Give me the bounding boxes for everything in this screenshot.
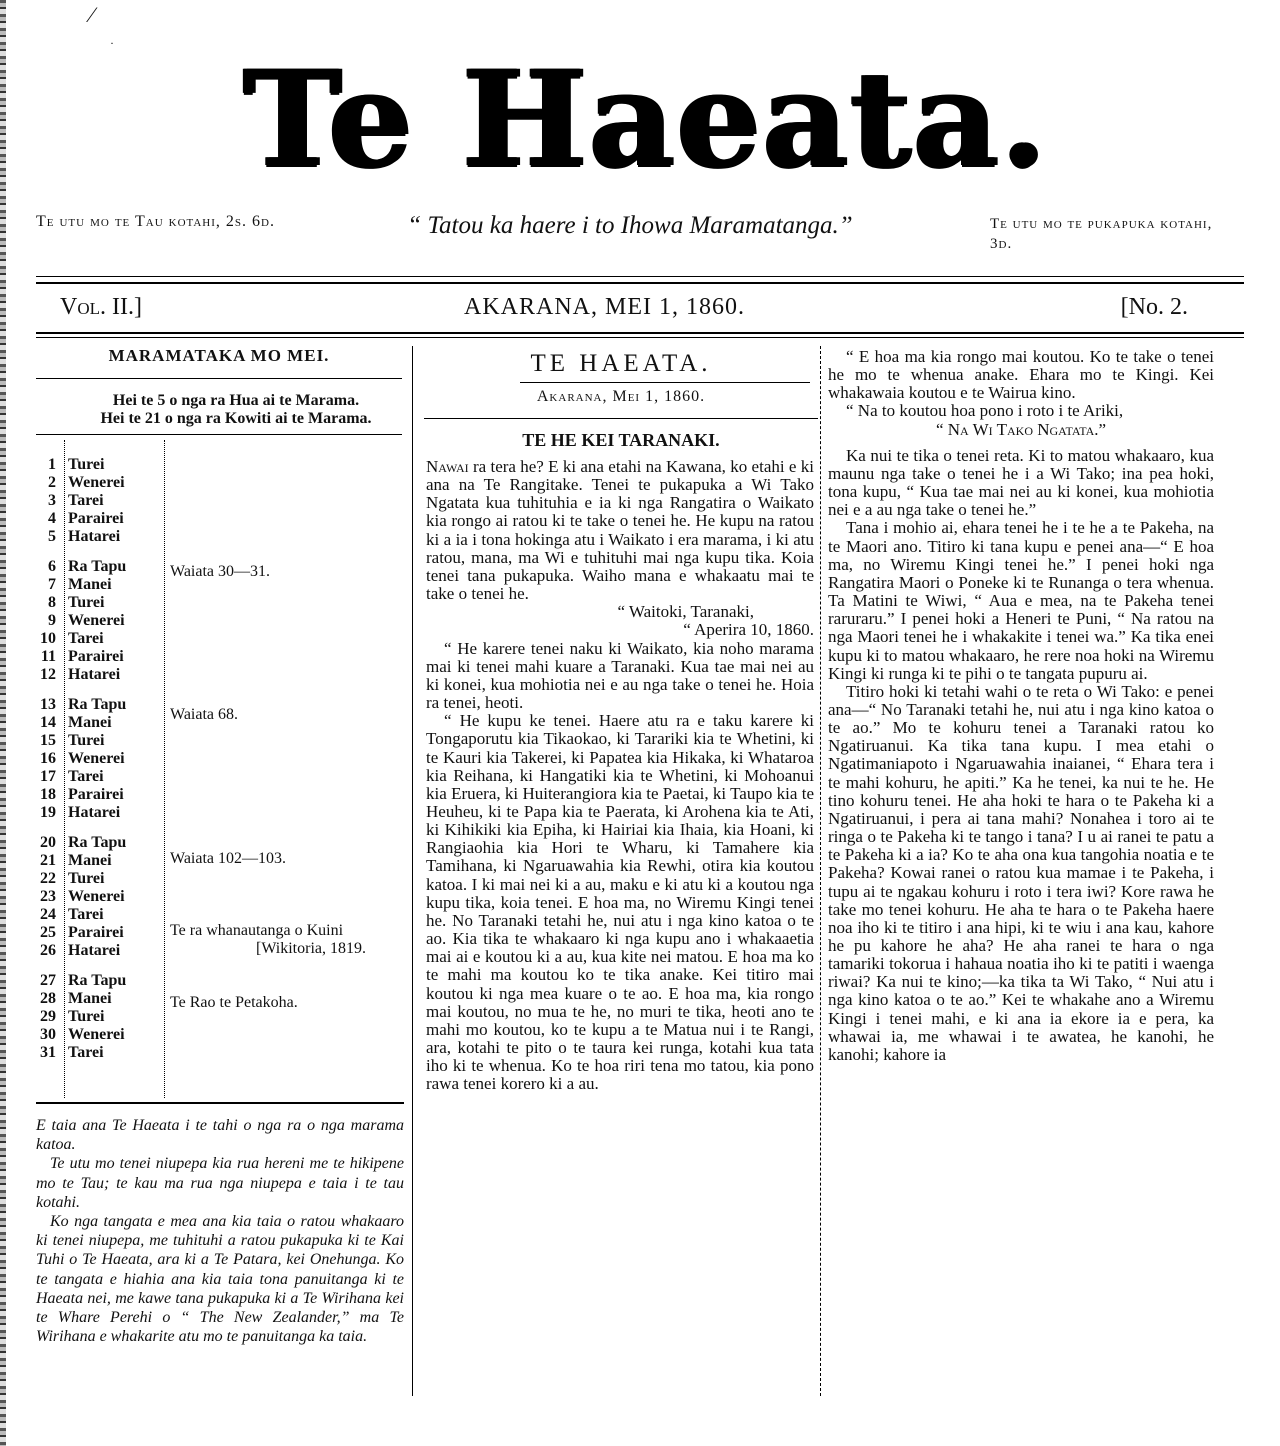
calendar-day-name: Tarei	[68, 492, 104, 509]
calendar-day-number: 22	[40, 870, 56, 887]
volume-number: Vol. II.]	[60, 294, 142, 320]
calendar-day-name: Tarei	[68, 630, 104, 647]
calendar-day-name: Parairei	[68, 648, 124, 665]
calendar-day-name: Ra Tapu	[68, 834, 127, 851]
calendar-day-name: Hatarei	[68, 942, 121, 959]
motto: “ Tatou ka haere i to Ihowa Maramatanga.”	[407, 212, 853, 239]
article-paragraph-1: ra tera he? E ki ana etahi na Kawana, ko etahi e ki ana na Te Rangitake. Tenei te pukapuka a Wi Tako Ngatata kua tuhituhia e ia ki nga Rangatira o Waikato kia rongo ai ratou ki te take o tenei he. He kupu na ratou ki a ia i tona hokinga atu i Waikato i era marama, i ki atu ratou, mana, ma Wi e tuhituhi mai nga kupu tika. Koia tenei tana pukapuka. Waiho mana e whakaatu mai te take o tenei he.	[426, 457, 814, 604]
calendar-note-24b: [Wikitoria, 1819.	[256, 940, 366, 957]
calendar-day-name: Manei	[68, 714, 112, 731]
calendar-day-number: 1	[48, 456, 56, 473]
notice-paragraph-2: Te utu mo tenei niupepa kia rua hereni me te hikipene mo te Tau; te kau ma rua nga niupepa e taia i te tau kotahi.	[36, 1155, 404, 1211]
calendar-day-number: 8	[48, 594, 56, 611]
issue-date: AKARANA, MEI 1, 1860.	[464, 294, 745, 320]
scan-edge	[0, 0, 6, 1446]
calendar-day-number: 24	[40, 906, 56, 923]
letter-address: “ Waitoki, Taranaki,	[617, 602, 754, 622]
calendar-day-number: 19	[40, 804, 56, 821]
calendar-day-name: Ra Tapu	[68, 558, 127, 575]
publication-notice	[36, 1116, 404, 1346]
calendar-day-name: Parairei	[68, 786, 124, 803]
calendar-day-number: 25	[40, 924, 56, 941]
calendar-day-number: 20	[40, 834, 56, 851]
calendar-day-name: Hatarei	[68, 804, 121, 821]
calendar-day-number: 16	[40, 750, 56, 767]
editorial-heading: TE HAEATA.	[530, 350, 712, 377]
calendar-note-20: Waiata 102—103.	[170, 850, 287, 867]
calendar-day-name: Hatarei	[68, 528, 121, 545]
calendar-day-number: 29	[40, 1008, 56, 1025]
calendar-day-name: Manei	[68, 852, 112, 869]
issue-number: [No. 2.	[1120, 294, 1188, 320]
article-title: TE HE KEI TARANAKI.	[522, 430, 720, 450]
calendar-day-name: Tarei	[68, 906, 104, 923]
editorial-date: Akarana, Mei 1, 1860.	[536, 388, 706, 405]
calendar-rule-b	[164, 440, 165, 1098]
top-rule	[36, 276, 1244, 277]
calendar-day-number: 23	[40, 888, 56, 905]
calendar-day-number: 13	[40, 696, 56, 713]
calendar-day-name: Wenerei	[68, 1026, 125, 1043]
calendar-day-number: 7	[48, 576, 56, 593]
calendar-day-number: 18	[40, 786, 56, 803]
calendar-day-number: 9	[48, 612, 56, 629]
calendar-day-number: 5	[48, 528, 56, 545]
calendar-day-number: 30	[40, 1026, 56, 1043]
col3-paragraph-2: “ Na to koutou hoa pono i roto i te Ariki,	[846, 401, 1124, 421]
calendar-rule-a	[64, 440, 65, 1098]
column-divider-2	[820, 346, 821, 1396]
calendar-day-number: 12	[40, 666, 56, 683]
calendar-day-name: Tarei	[68, 768, 104, 785]
notice-paragraph-3: Ko nga tangata e mea ana kia taia o ratou whakaaro ki tenei niupepa, me tuhituhi a ratou pukapuka ki te Kai Tuhi o Te Haeata, ara ki a Te Patara, kei Onehunga. Ko te tangata e hiahia ana kia taia tona panuitanga ki te Haeata nei, me kawe tana pukapuka ki a Te Wirihana kei te Whare Perehi o “ The New Zealander,” ma Te Wirihana e whakarite atu mo te panuitanga ka taia.	[36, 1213, 404, 1346]
calendar-day-number: 6	[48, 558, 56, 575]
top-rule-double	[36, 282, 1244, 284]
calendar-day-name: Parairei	[68, 924, 124, 941]
article-paragraph-2: “ He karere tenei naku ki Waikato, kia noho marama mai ki tenei mahi kuare a Taranaki. Kua tae mai nei au ki konei, kua mohiotia nei e au nga take o tenei he. Hoia ra tenei, heoti.	[426, 638, 814, 713]
calendar-day-name: Ra Tapu	[68, 972, 127, 989]
calendar-note-27: Te Rao te Petakoha.	[170, 994, 298, 1011]
calendar-note-24: Te ra whanautanga o Kuini	[170, 922, 344, 939]
calendar-bottom-rule	[36, 1102, 404, 1104]
col3-paragraph-4: Tana i mohio ai, ehara tenei he i te he a te Pakeha, na te Maori ano. Titiro ki tana kupu e penei ana—“ E hoa ma, no Wiremu Kingi tenei he.” I penei hoki nga Rangatira Maori o Poneke ki te Runanga o tera whenua. Ta Matini te Wiwi, “ Aua e mea, na te Pakeha tenei raruraru.” I penei hoki a Heneri te Puni, “ Na ratou na nga Maori tenei he i whakakite i tenei wa.” Ka tika enei kupu ki to matou whakaaro, he rere noa hoki na Wiremu Kingi ki runga ki te pihi o te tangata pupuru ai.	[828, 518, 1214, 683]
calendar-last-quarter: Hei te 21 o nga ra Kowiti ai te Marama.	[100, 410, 372, 427]
calendar-day-name: Ra Tapu	[68, 696, 127, 713]
calendar-day-name: Wenerei	[68, 474, 125, 491]
letter-signature: “ Na Wi Tako Ngatata.”	[935, 419, 1107, 439]
calendar-day-number: 2	[48, 474, 56, 491]
dateline	[36, 294, 1244, 326]
price-per-year: Te utu mo te Tau kotahi, 2s. 6d.	[36, 213, 275, 230]
calendar-day-number: 17	[40, 768, 56, 785]
calendar-full-moon: Hei te 5 o nga ra Hua ai te Marama.	[112, 392, 360, 409]
dateline-rule-thin	[36, 337, 1244, 338]
date-rule	[424, 418, 818, 419]
calendar-day-number: 21	[40, 852, 56, 869]
calendar-day-name: Wenerei	[68, 612, 125, 629]
calendar-day-number: 28	[40, 990, 56, 1007]
calendar-day-name: Wenerei	[68, 750, 125, 767]
calendar-day-number: 26	[40, 942, 56, 959]
column-divider-1	[412, 346, 413, 1396]
calendar-day-name: Hatarei	[68, 666, 121, 683]
col3-paragraph-1: “ E hoa ma kia rongo mai koutou. Ko te take o tenei he mo te whenua anake. Ehara mo te Kingi. Kei whakawaia koutou e te Wairua kino.	[828, 347, 1214, 403]
price-per-copy: Te utu mo te pukapuka kotahi, 3d.	[990, 216, 1213, 252]
calendar-day-number: 31	[40, 1044, 56, 1061]
calendar-day-number: 15	[40, 732, 56, 749]
letter-date: “ Aperira 10, 1860.	[683, 620, 814, 640]
lead-word: Nawai	[426, 457, 469, 476]
calendar-note-13: Waiata 68.	[170, 706, 239, 723]
calendar-day-number: 3	[48, 492, 56, 509]
heading-rule	[520, 382, 810, 383]
calendar-day-number: 11	[40, 648, 56, 665]
ink-speck: ·	[110, 36, 114, 50]
calendar-day-number: 27	[40, 972, 56, 989]
calendar-title: MARAMATAKA MO MEI.	[108, 346, 330, 365]
masthead-title: Te Haeata.	[242, 42, 1048, 197]
notice-paragraph-1: E taia ana Te Haeata i te tahi o nga ra o nga marama katoa.	[36, 1117, 404, 1154]
calendar-day-name: Wenerei	[68, 888, 125, 905]
calendar-day-name: Turei	[68, 594, 105, 611]
calendar-table-rule	[36, 434, 402, 435]
article-body	[426, 458, 814, 1093]
calendar-day-number: 10	[40, 630, 56, 647]
calendar-subtitle	[36, 392, 436, 428]
article-continued	[828, 348, 1214, 1064]
ink-mark: ⁄	[90, 2, 94, 27]
calendar-day-name: Manei	[68, 576, 112, 593]
calendar-day-name: Manei	[68, 990, 112, 1007]
calendar-day-name: Turei	[68, 870, 105, 887]
calendar-day-name: Turei	[68, 732, 105, 749]
calendar-day-number: 4	[48, 510, 56, 527]
calendar-title-rule	[36, 378, 402, 379]
calendar-day-name: Turei	[68, 456, 105, 473]
calendar-day-name: Turei	[68, 1008, 105, 1025]
article-paragraph-3: “ He kupu ke tenei. Haere atu ra e taku karere ki Tongaporutu kia Tikaokao, ki Tarariki kia te Whetini, ki te Kauri kia Takerei, ki Papatea kia Hikaka, ki Whataroa kia Reihana, ki Hangatiki kia te Whetini, ki Mohoanui kia Eruera, ki Huiterangiora kia te Paetai, ki Taupo kia te Heuheu, ki te Papa kia te Paerata, ki Arohena kia te Ati, ki Kihikiki kia Epiha, ki Hairiai kia Ihaia, kia Hoani, ki Rangiaohia kia Hori te Wharu, ki Tamahere kia Tamihana, ki Ngaruawahia kia Rewhi, otira kia koutou katoa. I ki mai nei ki a au, maku e ki atu ki a koutou nga kupu tika, koia tenei. E hoa ma, no Wiremu Kingi tenei he. No Taranaki tetahi he, nui atu i nga kino katoa o te ao. Kia tika te whakaaro ki nga kupu ano i whakaaetia mai ai e koutou ki a au, kua kite nei matou. E hoa ma ko te mahi ma koutou ko te tika anake. Kei titiro mai koutou ki nga mea kuare o te ao. E hoa ma, kia rongo mai koutou, no mua te he, no muri te tika, heoti ano te mahi mo koutou, ko te kupu a te Matua nui i te Rangi, ara, kotahi te pito o te taura kei runga, kotahi kua tata iho ki te whenua. Ko te hoa riri tena mo tatou, kia pono rawa tenei korero ki a au.	[426, 711, 814, 1094]
calendar-day-name: Parairei	[68, 510, 124, 527]
dateline-rule	[36, 332, 1244, 334]
col3-paragraph-3: Ka nui te tika o tenei reta. Ki to matou whakaaro, kua maunu nga take o tenei he i a Wi Tako; ina pea hoki, tona kupu, “ Kua tae mai nei au ki konei, kua mohiotia nei e a au nga take o tenei he.”	[828, 445, 1214, 520]
calendar-day-number: 14	[40, 714, 56, 731]
calendar-note-6: Waiata 30—31.	[170, 563, 271, 580]
calendar-day-name: Tarei	[68, 1044, 104, 1061]
col3-paragraph-5: Titiro hoki ki tetahi wahi o te reta o Wi Tako: e penei ana—“ No Taranaki tetahi he, nui atu i nga kino katoa o te ao.” Mo te kohuru tenei a Taranaki ratou ko Ngatiruanui. Ka tika tana kupu. I mea etahi o Ngatimaniapoto i Ngaruawahia inaianei, “ Ehara tera i te mahi kohuru, he apiti.” Ka he tenei, ka nui te he. He tino kohuru tenei. He aha hoki te hara o te Pakeha ki a Ngatiruanui, i pera ai tana mahi? Nonahea i toro ai te ringa o te Pakeha ki te tango i tana? I u ai ranei te patu a te Pakeha ki a ia? Ko te aha ona kua tangohia noatia e te Pakeha? Kowai ranei o ratou kua mamae i te Pakeha, i tupu ai te ngakau kohuru i roto i tera iwi? Kore rawa he take mo tenei kohuru. He aha te hara o te Pakeha haere noa iho ki te titiro i ana hipi, ki te wiu i ana kau, kahore he pu kahore he aha? He aha ranei te hara o nga tamariki tokorua i hahaua noatia iho ki te patiti i waenga riwai? Ka nui te kino;—ka tika ta Wi Tako, “ Nui atu i nga kino katoa o te ao.” Kei te whakahe ano a Wiremu Kingi i tenei mahi, e ki ana ia ekore ia e pera, ka whawai ia, me whawai i te awatea, he kanohi, he kanohi; kahore ia	[828, 681, 1214, 1064]
